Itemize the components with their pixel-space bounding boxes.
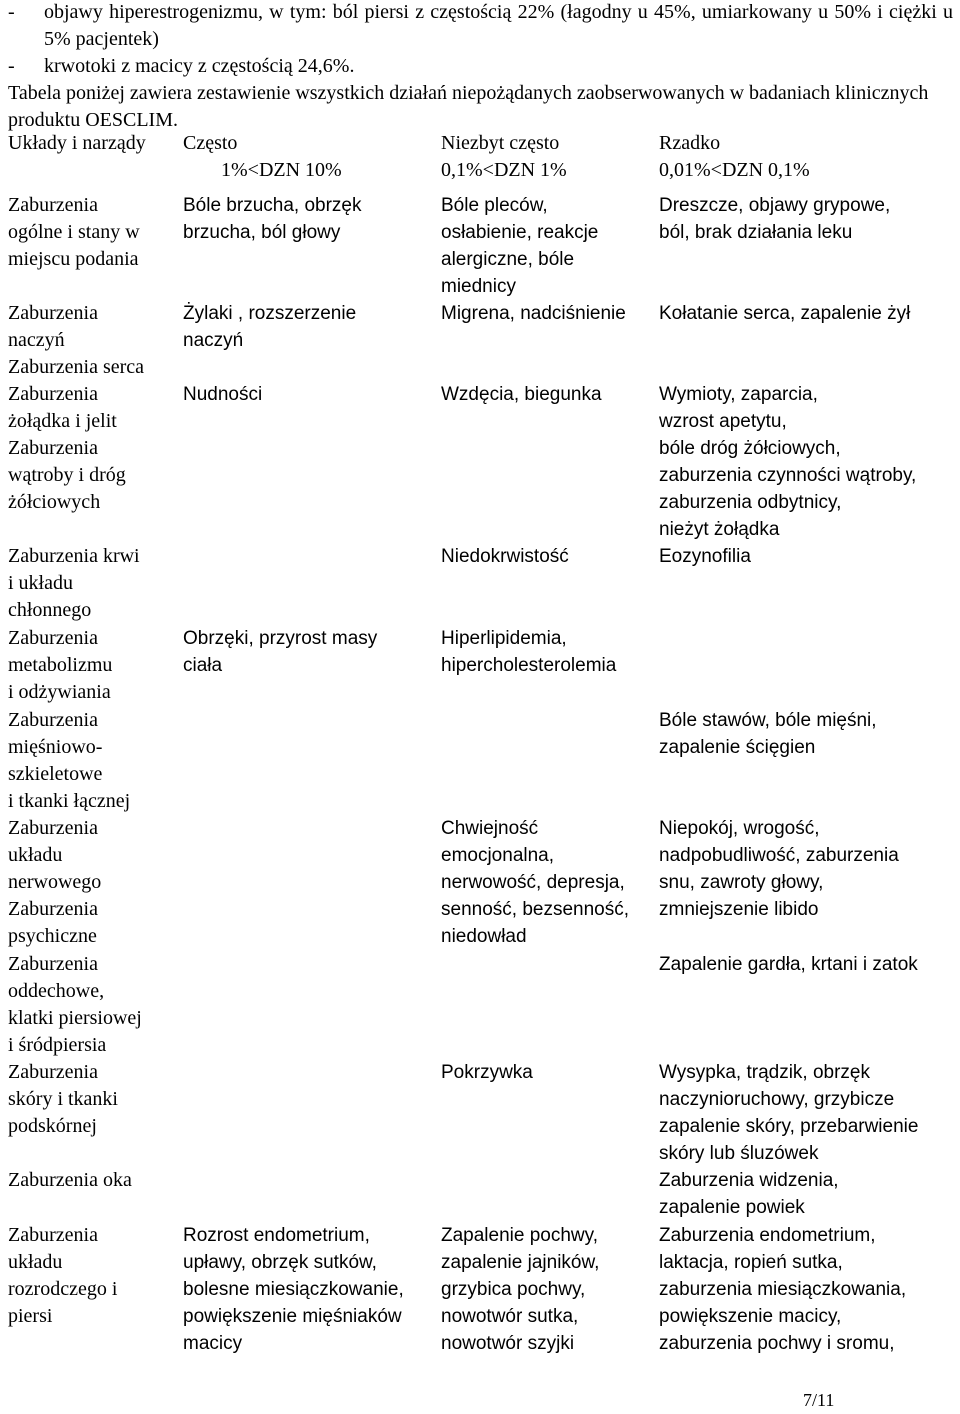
uncommon-cell: Zapalenie pochwy, zapalenie jajników, grzybica pochwy, nowotwór sutka, nowotwór szyjki (441, 1225, 600, 1354)
table-row (8, 815, 952, 951)
organ-cell: Zaburzenia oddechowe, klatki piersiowej i śródpiersia (8, 953, 142, 1056)
table-row (8, 192, 952, 300)
organ-cell: Zaburzenia żołądka i jelit Zaburzenia wątroby i dróg żółciowych (8, 383, 126, 513)
table-row (8, 951, 952, 1059)
uncommon-cell (439, 354, 659, 381)
header-often-label: Często (183, 132, 238, 154)
uncommon-cell: Chwiejność emocjonalna, nerwowość, depresja, senność, bezsenność, niedowład (441, 818, 630, 947)
rare-cell: Dreszcze, objawy grypowe, ból, brak działania leku (659, 195, 891, 243)
header-rare (659, 130, 952, 184)
header-uncommon-range: 0,1%<DZN 1% (441, 159, 567, 181)
table-row (8, 1059, 952, 1167)
intro-paragraph: Tabela poniżej zawiera zestawienie wszystkich działań niepożądanych zaobserwowanych w badaniach klinicznych produktu OESCLIM. (8, 82, 929, 131)
rare-cell: Bóle stawów, bóle mięśni, zapalenie ścięgien (659, 710, 877, 758)
rare-cell: Niepokój, wrogość, nadpobudliwość, zaburzenia snu, zawroty głowy, zmniejszenie libido (659, 818, 899, 920)
header-uncommon (439, 130, 659, 184)
header-organ-label: Układy i narządy (8, 132, 146, 154)
header-uncommon-label: Niezbyt często (441, 132, 560, 154)
header-organ (8, 130, 179, 184)
organ-cell: Zaburzenia skóry i tkanki podskórnej (8, 1061, 118, 1137)
header-often-range: 1%<DZN 10% (221, 159, 342, 181)
header-rare-range: 0,01%<DZN 0,1% (659, 159, 810, 181)
organ-cell: Zaburzenia naczyń (8, 302, 98, 351)
often-cell (179, 951, 439, 1059)
rare-cell: Wymioty, zaparcia, wzrost apetytu, bóle dróg żółciowych, zaburzenia czynności wątroby, zaburzenia odbytnicy, nieżyt żołądka (659, 384, 917, 540)
often-cell (179, 707, 439, 815)
bullet-dash: - (8, 55, 15, 77)
uncommon-cell: Pokrzywka (441, 1062, 533, 1083)
table-row (8, 300, 952, 354)
rare-cell (659, 354, 952, 381)
organ-cell: Zaburzenia oka (8, 1169, 132, 1191)
rare-cell: Eozynofilia (659, 546, 751, 567)
often-cell: Żylaki , rozszerzenie naczyń (183, 303, 357, 351)
bullet-item (8, 53, 953, 80)
often-cell (179, 354, 439, 381)
organ-cell: Zaburzenia krwi i układu chłonnego (8, 545, 140, 621)
organ-cell: Zaburzenia metabolizmu i odżywiania (8, 627, 113, 703)
organ-cell: Zaburzenia układu nerwowego Zaburzenia psychiczne (8, 817, 102, 947)
organ-cell: Zaburzenia mięśniowo- szkieletowe i tkanki łącznej (8, 709, 131, 812)
page-number: 7/11 (803, 1390, 835, 1410)
header-often (179, 130, 439, 184)
header-rare-label: Rzadko (659, 132, 721, 154)
bullet-text: objawy hiperestrogenizmu, w tym: ból piersi z częstością 22% (łagodny u 45%, umiarkowany u 50% i ciężki u 5% pacjentek) (44, 1, 953, 50)
table-row (8, 625, 952, 707)
bullet-item (8, 0, 953, 53)
uncommon-cell: Bóle pleców, osłabienie, reakcje alergiczne, bóle miednicy (441, 195, 599, 297)
often-cell (179, 1167, 439, 1222)
rare-cell: Wysypka, trądzik, obrzęk naczynioruchowy, grzybicze zapalenie skóry, przebarwienie skóry lub śluzówek (659, 1062, 919, 1164)
table-row (8, 1222, 952, 1357)
uncommon-cell (439, 707, 659, 815)
rare-cell: Zapalenie gardła, krtani i zatok (659, 954, 918, 975)
table-row (8, 354, 952, 381)
often-cell: Rozrost endometrium, upławy, obrzęk sutków, bolesne miesiączkowanie, powiększenie mięśniaków macicy (183, 1225, 404, 1354)
header-spacer (8, 184, 952, 192)
adverse-effects-table (8, 130, 952, 1357)
intro-text (8, 0, 953, 134)
uncommon-cell (439, 951, 659, 1059)
uncommon-cell: Hiperlipidemia, hipercholesterolemia (441, 628, 617, 676)
often-cell: Bóle brzucha, obrzęk brzucha, ból głowy (183, 195, 362, 243)
often-cell (179, 1059, 439, 1167)
rare-cell: Kołatanie serca, zapalenie żył (659, 303, 911, 324)
bullet-text: krwotoki z macicy z częstością 24,6%. (44, 55, 355, 77)
uncommon-cell: Wzdęcia, biegunka (441, 384, 602, 405)
often-cell (179, 815, 439, 951)
table-header-row (8, 130, 952, 184)
rare-cell: Zaburzenia endometrium, laktacja, ropień sutka, zaburzenia miesiączkowania, powiększenie macicy, zaburzenia pochwy i sromu, (659, 1225, 907, 1354)
rare-cell (659, 625, 952, 707)
organ-cell: Zaburzenia ogólne i stany w miejscu podania (8, 194, 140, 270)
often-cell: Nudności (183, 384, 263, 405)
often-cell: Obrzęki, przyrost masy ciała (183, 628, 378, 676)
uncommon-cell (439, 1167, 659, 1222)
often-cell (179, 543, 439, 625)
bullet-dash: - (8, 1, 15, 23)
table-row (8, 381, 952, 543)
organ-cell: Zaburzenia układu rozrodczego i piersi (8, 1224, 118, 1327)
table-row (8, 543, 952, 625)
rare-cell: Zaburzenia widzenia, zapalenie powiek (659, 1170, 839, 1218)
table-row (8, 1167, 952, 1222)
organ-cell: Zaburzenia serca (8, 356, 145, 378)
uncommon-cell: Migrena, nadciśnienie (441, 303, 626, 324)
table-row (8, 707, 952, 815)
uncommon-cell: Niedokrwistość (441, 546, 569, 567)
